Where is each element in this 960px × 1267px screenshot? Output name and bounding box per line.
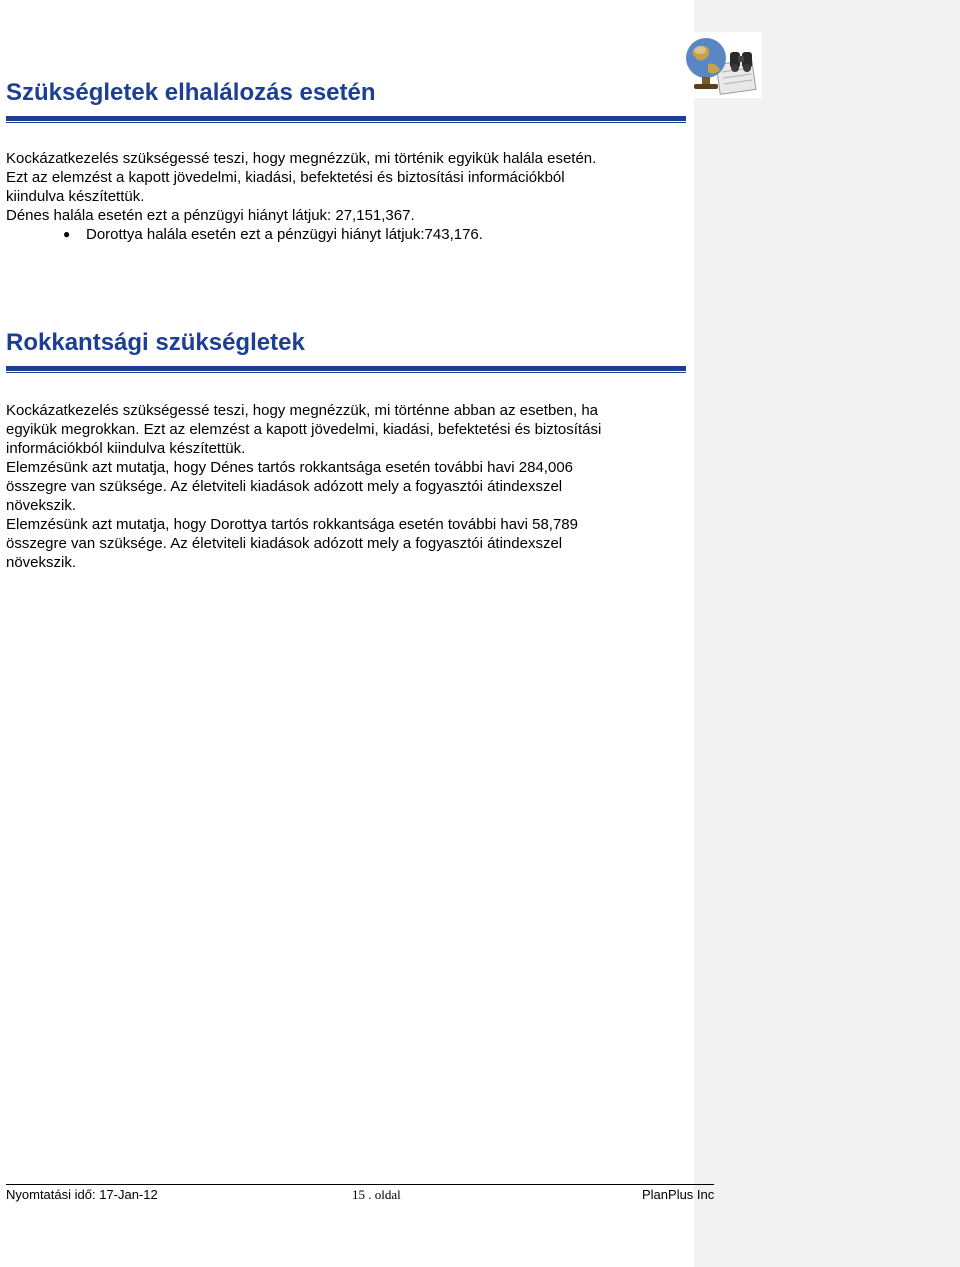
globe-binoculars-icon	[682, 32, 762, 98]
section-title: Szükségletek elhalálozás esetén	[6, 79, 376, 106]
paragraph-line: növekszik.	[6, 554, 77, 571]
bullet-item	[6, 225, 682, 244]
section-title: Rokkantsági szükségletek	[6, 329, 305, 356]
footer-page-number: 15 . oldal	[352, 1187, 401, 1202]
paragraph-line: Ezt az elemzést a kapott jövedelmi, kiadási, befektetési és biztosítási információkból	[6, 169, 565, 186]
heading-divider	[6, 116, 686, 121]
paragraph-line: összegre van szüksége. Az életviteli kiadások adózott mely a fogyasztói átindexszel	[6, 478, 563, 495]
footer-company: PlanPlus Inc	[642, 1187, 715, 1202]
footer-divider	[6, 1184, 714, 1185]
paragraph-line: Elemzésünk azt mutatja, hogy Dorottya tartós rokkantsága esetén további havi 58,789	[6, 516, 578, 533]
heading-divider	[6, 366, 686, 371]
paragraph-line: kiindulva készítettük.	[6, 188, 145, 205]
paragraph-line: Kockázatkezelés szükségessé teszi, hogy megnézzük, mi történne abban az esetben, ha	[6, 402, 599, 419]
paragraph-line: egyikük megrokkan. Ezt az elemzést a kapott jövedelmi, kiadási, befektetési és biztosítási	[6, 421, 602, 438]
paragraph-line: Dénes halála esetén ezt a pénzügyi hiányt látjuk: 27,151,367.	[6, 207, 415, 224]
bullet-text: Dorottya halála esetén ezt a pénzügyi hiányt látjuk:743,176.	[86, 226, 483, 243]
footer-print-time: Nyomtatási idő: 17-Jan-12	[6, 1187, 158, 1202]
section-death-needs	[6, 78, 686, 108]
section-body	[6, 149, 682, 244]
paragraph-line: növekszik.	[6, 497, 77, 514]
paragraph-line: Elemzésünk azt mutatja, hogy Dénes tartós rokkantsága esetén további havi 284,006	[6, 459, 574, 476]
paragraph-line: összegre van szüksége. Az életviteli kiadások adózott mely a fogyasztói átindexszel	[6, 535, 563, 552]
right-margin-panel	[694, 0, 960, 1267]
section-body	[6, 401, 682, 572]
section-disability-needs	[6, 328, 686, 358]
paragraph-line: Kockázatkezelés szükségessé teszi, hogy megnézzük, mi történik egyikük halála esetén.	[6, 150, 597, 167]
paragraph-line: információkból kiindulva készítettük.	[6, 440, 246, 457]
bullet-icon: ●	[63, 227, 71, 241]
